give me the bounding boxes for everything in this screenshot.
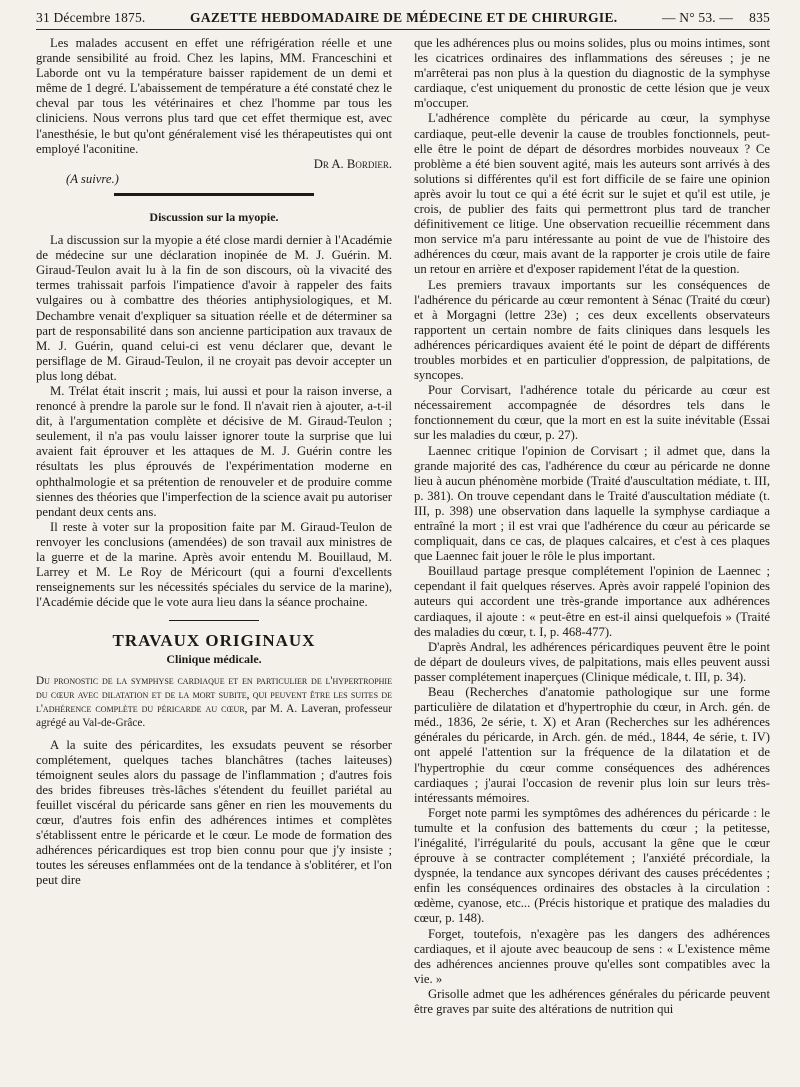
paragraph: Beau (Recherches d'anatomie pathologique sur une forme particulière de dilatation et d'hypertrophie du cœur, in Arch. gén. de méd., 1836, 2e série, t. X) et Aran (Recherches sur les adhérences générales du péricarde, in Arch. gén. de méd., 1844, 4e série, t. IV) ont appelé l'attention sur la fréquence de la dilatation et de l'hypertrophie du cœur comme conséquences des adhérences cardiaques ; j'aurai l'occasion de revenir plus loin sur leurs très-intéressants mémoires. (414, 685, 770, 805)
journal-title: GAZETTE HEBDOMADAIRE DE MÉDECINE ET DE CHIRURGIE. (190, 10, 618, 25)
paragraph: Forget, toutefois, n'exagère pas les dangers des adhérences cardiaques, et il ajoute avec beaucoup de sens : « L'existence même des adhérences anciennes prouve qu'elles sont compatibles avec la vie. » (414, 926, 770, 986)
author-signature: Dr A. Bordier. (313, 156, 392, 171)
page-number: 835 (749, 10, 770, 25)
page-header (36, 10, 770, 30)
paragraph: Forget note parmi les symptômes des adhérences du péricarde : le tumulte et la confusion des battements du cœur ; la petitesse, l'inégalité, l'irrégularité du pouls, accusant la gêne que le cœur éprouve à se contracter complétement ; l'anxiété précordiale, la dyspnée, la tendance aux syncopes dérivant des causes précédentes ; enfin les conséquences ordinaires des obstacles à la circulation : œdème, cyanose, etc... (Précis historique et pratique des maladies du cœur, p. 148). (414, 805, 770, 926)
header-date: 31 Décembre 1875. (36, 10, 146, 25)
issue-number: — N° 53. — (661, 10, 734, 25)
paragraph: Laennec critique l'opinion de Corvisart ; il admet que, dans la grande majorité des cas, l'adhérence du cœur au péricarde ne donne lieu à aucun phénomène morbide (Traité d'auscultation médiate, t. III, p. 381). On trouve cependant dans le Traité d'auscultation médiate (t. III, p. 398) une observation dans laquelle la symphyse cardiaque a entraîné la mort ; il est vrai que l'adhérence du cœur au péricarde se compliquait, dans ce cas, de plaques calcaires, et c'est à ces plaques que Laennec fait jouer le rôle le plus important. (414, 443, 770, 564)
header-right (662, 10, 770, 26)
paragraph: Pour Corvisart, l'adhérence totale du péricarde au cœur est nécessairement accompagnée de désordres tels dans le fonctionnement du cœur, que la mort en est la suite inévitable (Essai sur les maladies du cœur, p. 27). (414, 383, 770, 443)
section-title: Discussion sur la myopie. (149, 209, 279, 224)
paragraph: Bouillaud partage presque complétement l'opinion de Laennec ; cependant il fait quelques réserves. Après avoir rappelé l'opinion des auteurs qui accordent une très-grande importance aux adhérences cardiaques, il ajoute : « peut-être en est-il ainsi quelquefois » (Traité des maladies du cœur, t. I, p. 468-477). (414, 564, 770, 639)
rubric-subtitle: Clinique médicale. (166, 652, 262, 667)
newspaper-page (36, 10, 770, 1078)
right-column (414, 36, 770, 1017)
section-divider (114, 193, 314, 196)
to-be-continued: (A suivre.) (66, 171, 119, 186)
paragraph: D'après Andral, les adhérences péricardiques peuvent être le point de départ de douleurs vives, de palpitations, mais elles peuvent aussi passer complétement inaperçues (Clinique médicale, t. III, p. 34). (414, 639, 770, 684)
paragraph: Il reste à voter sur la proposition faite par M. Giraud-Teulon de renvoyer les conclusions (amendées) de son travail aux ministres de la guerre et de la marine. Après avoir entendu M. Bouillaud, M. Larrey et M. Le Roy de Méricourt (qui a fourni d'excellents renseignements sur les nécessités spéciales du service de la marine), l'Académie décide que le vote aura lieu dans la séance prochaine. (36, 519, 392, 610)
paragraph: La discussion sur la myopie a été close mardi dernier à l'Académie de médecine sur une déclaration inopinée de M. J. Guérin. M. Giraud-Teulon avait lu à la fin de son discours, où la vivacité des termes trahissait parfois l'impatience d'avoir à rappeler des faits vulgaires ou à combattre des théories antiphysiologiques, et M. Dechambre venait d'expliquer sa situation réelle et de déterminer sa part de responsabilité dans son ancienne participation aux travaux de M. J. Guérin, quand celui-ci est venu déclarer que, devant le persiflage de M. Giraud-Teulon, il ne croyait pas devoir accepter un plus long débat. (36, 233, 392, 383)
article-heading (36, 674, 392, 730)
paragraph: Grisolle admet que les adhérences générales du péricarde peuvent être graves par suite des altérations de nutrition qui (414, 986, 770, 1016)
paragraph: Les malades accusent en effet une réfrigération réelle et une grande sensibilité au froid. Chez les lapins, MM. Franceschini et Laborde ont vu la température baisser rapidement de un demi et même de 1 degré. L'abaissement de température a été constaté chez le cheval par tous les vétérinaires et chez l'homme par tous les cliniciens. Nous verrons plus tard que cet effet thermique est, avec l'anesthésie, le but qu'ont généralement visé les thérapeutistes qui ont employé l'aconitine. (36, 36, 392, 156)
two-columns (36, 36, 770, 1017)
paragraph: A la suite des péricardites, les exsudats peuvent se résorber complétement, quelques taches blanchâtres (taches laiteuses) témoignent seules alors du passage de l'inflammation ; d'autres fois des brides fibreuses très-lâches s'étendent du feuillet pariétal au feuillet viscéral du péricarde sans gêner en rien les mouvements du cœur, d'autres fois enfin des adhérences intimes et complètes s'établissent entre le péricarde et le cœur. Le mode de formation des adhérences péricardiques est trop bien connu pour que j'y insiste ; toutes les séreuses enflammées ont de la tendance à s'oblitérer, et l'on peut dire (36, 737, 392, 888)
paragraph: Les premiers travaux importants sur les conséquences de l'adhérence du péricarde au cœur remontent à Sénac (Traité du cœur) et à Morgagni (lettre 23e) ; ces deux excellents observateurs rapportent un certain nombre de faits cliniques dans lesquels les adhérences péricardiques avaient été le point de départ de différents troubles morbides et en particulier d'oppression, de palpitations, de syncopes. (414, 277, 770, 383)
paragraph: L'adhérence complète du péricarde au cœur, la symphyse cardiaque, peut-elle devenir la cause de troubles fonctionnels, peut-elle être le point de départ de désordres morbides nouveaux ? Ce problème a été bien souvent agité, mais les auteurs sont arrivés à des solutions si différentes qu'il est fort difficile de se faire une opinion après avoir lu tout ce qui a été écrit sur le sujet et qu'il est utile, je crois, de publier des faits qui permettront plus tard de trancher définitivement ce litige. Une observation recueillie récemment dans mon service m'a paru intéressante au point de vue de l'histoire des adhérences du cœur, mais avant de la rapporter je crois utile de faire un retour en arrière et d'exposer rapidement l'état de la question. (414, 111, 770, 277)
section-divider (169, 620, 259, 621)
article-author: par M. A. Laveran, professeur agrégé au Val-de-Grâce. (36, 702, 393, 729)
rubric-title: TRAVAUX ORIGINAUX (112, 631, 316, 651)
left-column (36, 36, 392, 1017)
paragraph: que les adhérences plus ou moins solides, plus ou moins intimes, sont les cicatrices ordinaires des inflammations des séreuses ; je ne m'arrêterai pas non plus à la question du diagnostic de la symphyse cardiaque, c'est uniquement du pronostic de cette lésion que je veux m'occuper. (414, 36, 770, 111)
article-title: Du pronostic de la symphyse cardiaque et en particulier de l'hypertrophie du cœur avec dilatation et de la mort subite, qui peuvent être les suites de l'adhérence complète du péricarde au cœur, (36, 674, 392, 715)
paragraph: M. Trélat était inscrit ; mais, lui aussi et pour la raison inverse, a renoncé à prendre la parole sur le fond. Il n'avait rien à ajouter, a-t-il dit, à l'argumentation complète et décisive de M. Giraud-Teulon ; seulement, il n'a pas voulu laisser ignorer toute la surprise que lui avaient fait éprouver et les attaques de M. J. Guérin contre les résultats les plus éprouvés de l'expérimentation moderne en ophthalmologie et sa prétention de renouveler et de produire comme siennes des théories que l'imperfection de la science avait pu autoriser pendant deux cents ans. (36, 383, 392, 519)
